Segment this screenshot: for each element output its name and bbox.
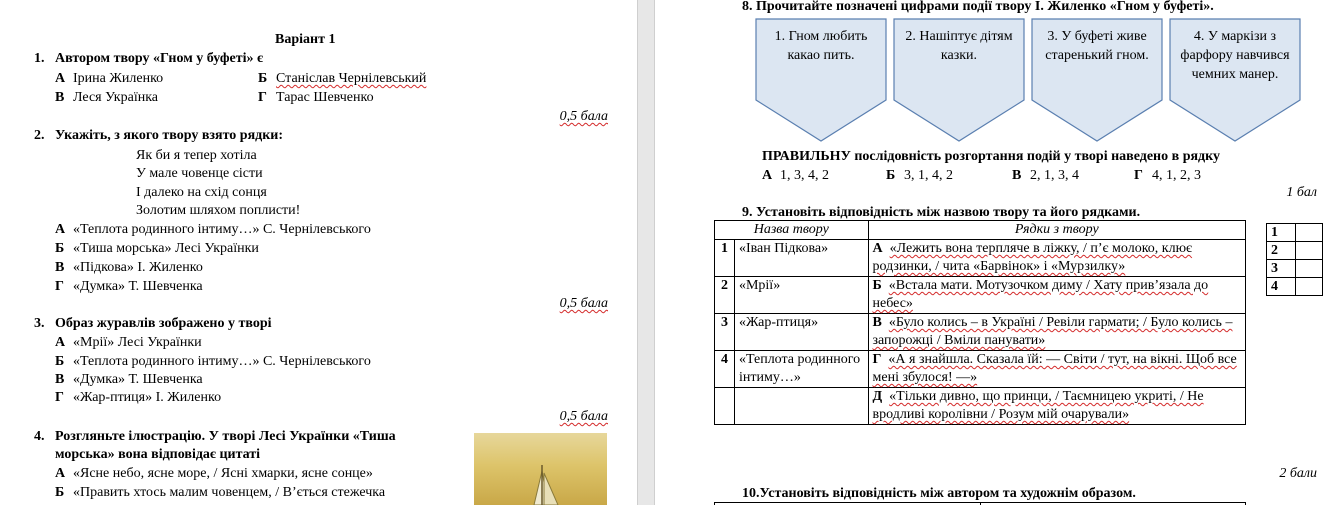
q3-option-c[interactable] (55, 371, 203, 389)
option-letter: В (55, 260, 65, 275)
q9-matching-table (714, 220, 1246, 425)
q4-option-b[interactable] (55, 484, 385, 502)
statement-emphasis: ПРАВИЛЬНУ (762, 149, 851, 164)
answer-number: 2 (1267, 242, 1296, 260)
event-text: 2. Нашіптує дітям казки. (905, 29, 1013, 63)
row-text: «А я знайшла. Сказала їй: — Світи / тут, на вікні. Щоб все мені збулося! —» (872, 352, 1237, 385)
q2-score: 0,5 бала (559, 296, 608, 311)
q8-question: 8. Прочитайте позначені цифрами події твору І. Жиленко «Гном у буфеті». (742, 0, 1214, 14)
variant-title: Варіант 1 (275, 32, 336, 47)
answer-number: 4 (1267, 278, 1296, 296)
q1-question: Автором твору «Гном у буфеті» є (55, 51, 264, 66)
row-letter: Б (872, 278, 882, 293)
option-text: Ірина Жиленко (73, 71, 164, 86)
page-separator (637, 0, 655, 505)
statement-rest: послідовність розгортання подій у творі наведено в рядку (850, 149, 1220, 164)
option-text: «Підкова» І. Жиленко (73, 260, 203, 275)
answer-row (1267, 260, 1323, 278)
option-letter: А (55, 222, 66, 237)
q2-question: Укажіть, з якого твору взято рядки: (55, 128, 284, 143)
option-letter: Б (55, 485, 65, 500)
sailboat-image (474, 433, 607, 505)
q1-option-c[interactable] (55, 89, 158, 107)
row-lines (868, 240, 1246, 277)
row-text: «Лежить вона терпляче в ліжку, / п’є молоко, клює родзинки, / чита «Барвінок» і «Мурзилку» (872, 241, 1193, 274)
answer-number: 1 (1267, 224, 1296, 242)
q2-option-d[interactable] (55, 278, 203, 296)
event-box-1 (755, 18, 887, 142)
row-text: «Встала мати. Мотузочком диму / Хату прив’язала до небес» (872, 278, 1209, 311)
q3-option-b[interactable] (55, 353, 371, 371)
row-lines (868, 388, 1246, 425)
table-row (715, 388, 1246, 425)
option-text: 3, 1, 4, 2 (904, 168, 953, 183)
q4-question-line1: Розгляньте ілюстрацію. У творі Лесі Українки «Тиша (55, 429, 396, 444)
row-lines (868, 277, 1246, 314)
option-text: «Ясне небо, ясне море, / Ясні хмарки, ясне сонце» (73, 466, 373, 481)
option-letter: А (55, 335, 66, 350)
row-title: «Теплота родинного інтиму…» (734, 351, 868, 388)
row-letter: Д (872, 389, 883, 404)
row-lines (868, 351, 1246, 388)
poem-line: Золотим шляхом поплисти! (136, 203, 301, 218)
event-text: 1. Гном любить какао пить. (774, 29, 868, 63)
row-number: 1 (715, 240, 735, 277)
q10-question: 10.Установіть відповідність між автором та художнім образом. (742, 486, 1136, 501)
option-text: «Думка» Т. Шевченка (73, 279, 203, 294)
option-letter: Б (258, 71, 268, 86)
q2-option-a[interactable] (55, 221, 371, 239)
left-page (0, 0, 637, 505)
q1-option-b[interactable] (258, 70, 426, 88)
row-title: «Іван Підкова» (734, 240, 868, 277)
answer-cell[interactable] (1296, 224, 1323, 242)
poem-line: У мале човенце сісти (136, 166, 263, 181)
q8-option-d[interactable] (1134, 167, 1201, 185)
q8-option-c[interactable] (1012, 167, 1079, 185)
table-row (715, 351, 1246, 388)
event-text: 3. У буфеті живе старенький гном. (1045, 29, 1149, 63)
row-number: 4 (715, 351, 735, 388)
row-text: «Було колись – в Україні / Ревіли гармати; / Було колись – запорожці / Вміли панувати» (872, 315, 1233, 348)
event-box-2 (893, 18, 1025, 142)
option-text: «Теплота родинного інтиму…» С. Чернілевського (73, 354, 371, 369)
q3-number: 3. (34, 316, 45, 331)
header-title: Назва твору (715, 221, 869, 240)
q8-score: 1 бал (1286, 185, 1317, 200)
option-letter: Г (55, 390, 64, 405)
table-row (715, 240, 1246, 277)
right-page (655, 0, 1325, 505)
option-letter: Б (55, 354, 65, 369)
row-number: 2 (715, 277, 735, 314)
option-text: «Править хтось малим човенцем, / В’ється стежечка (73, 485, 386, 500)
row-letter: Г (872, 352, 882, 367)
option-letter: А (55, 466, 66, 481)
q8-option-b[interactable] (886, 167, 953, 185)
row-letter: В (872, 315, 882, 330)
option-letter: Г (1134, 168, 1143, 183)
q8-option-a[interactable] (762, 167, 829, 185)
row-number (715, 388, 735, 425)
row-number: 3 (715, 314, 735, 351)
row-lines (868, 314, 1246, 351)
q9-score: 2 бали (1279, 466, 1317, 481)
answer-cell[interactable] (1296, 242, 1323, 260)
option-text: Тарас Шевченко (276, 90, 374, 105)
option-letter: А (762, 168, 773, 183)
option-text: 4, 1, 2, 3 (1152, 168, 1201, 183)
row-title: «Мрії» (734, 277, 868, 314)
q4-number: 4. (34, 429, 45, 444)
q1-option-a[interactable] (55, 70, 163, 88)
option-text: 2, 1, 3, 4 (1030, 168, 1079, 183)
q3-option-a[interactable] (55, 334, 202, 352)
q9-question: 9. Установіть відповідність між назвою твору та його рядками. (742, 205, 1141, 220)
q4-question-line2: морська» вона відповідає цитаті (55, 447, 261, 462)
answer-row (1267, 242, 1323, 260)
answer-cell[interactable] (1296, 278, 1323, 296)
event-text: 4. У маркізи з фарфору навчився чемних манер. (1180, 29, 1290, 82)
table-header-row (715, 221, 1246, 240)
poem-line: Як би я тепер хотіла (136, 148, 257, 163)
option-text: Станіслав Чернілевський (276, 71, 427, 86)
option-letter: В (55, 372, 65, 387)
option-text: 1, 3, 4, 2 (780, 168, 829, 183)
option-letter: Г (258, 90, 267, 105)
table-row (715, 277, 1246, 314)
q1-option-d[interactable] (258, 89, 374, 107)
option-text: «Тиша морська» Лесі Українки (73, 241, 259, 256)
q8-statement (762, 148, 1220, 166)
q2-option-b[interactable] (55, 240, 259, 258)
option-text: «Думка» Т. Шевченка (73, 372, 203, 387)
event-box-4 (1169, 18, 1301, 142)
answer-cell[interactable] (1296, 260, 1323, 278)
row-title (734, 388, 868, 425)
answer-row (1267, 224, 1323, 242)
option-text: «Мрії» Лесі Українки (73, 335, 202, 350)
q2-number: 2. (34, 128, 45, 143)
q4-option-a[interactable] (55, 465, 373, 483)
q2-option-c[interactable] (55, 259, 203, 277)
q3-option-d[interactable] (55, 389, 221, 407)
option-letter: В (55, 90, 65, 105)
q9-answer-grid (1266, 223, 1323, 296)
option-letter: А (55, 71, 66, 86)
option-letter: Г (55, 279, 64, 294)
row-text: «Тільки дивно, що принци, / Таємницею укриті, / Не вродливі королівни / Розум мій очарували» (872, 389, 1204, 422)
q3-score: 0,5 бала (559, 409, 608, 424)
q3-question: Образ журавлів зображено у творі (55, 316, 272, 331)
option-text: «Жар-птиця» І. Жиленко (73, 390, 222, 405)
answer-number: 3 (1267, 260, 1296, 278)
option-letter: Б (886, 168, 896, 183)
option-text: «Теплота родинного інтиму…» С. Чернілевського (73, 222, 371, 237)
q1-score: 0,5 бала (559, 109, 608, 124)
table-row (715, 314, 1246, 351)
option-text: Леся Українка (73, 90, 158, 105)
poem-line: І далеко на схід сонця (136, 185, 267, 200)
option-letter: Б (55, 241, 65, 256)
answer-row (1267, 278, 1323, 296)
option-letter: В (1012, 168, 1022, 183)
header-lines: Рядки з твору (868, 221, 1246, 240)
sea-illustration (474, 433, 607, 505)
q1-number: 1. (34, 51, 45, 66)
event-box-3 (1031, 18, 1163, 142)
row-letter: А (872, 241, 883, 256)
row-title: «Жар-птиця» (734, 314, 868, 351)
